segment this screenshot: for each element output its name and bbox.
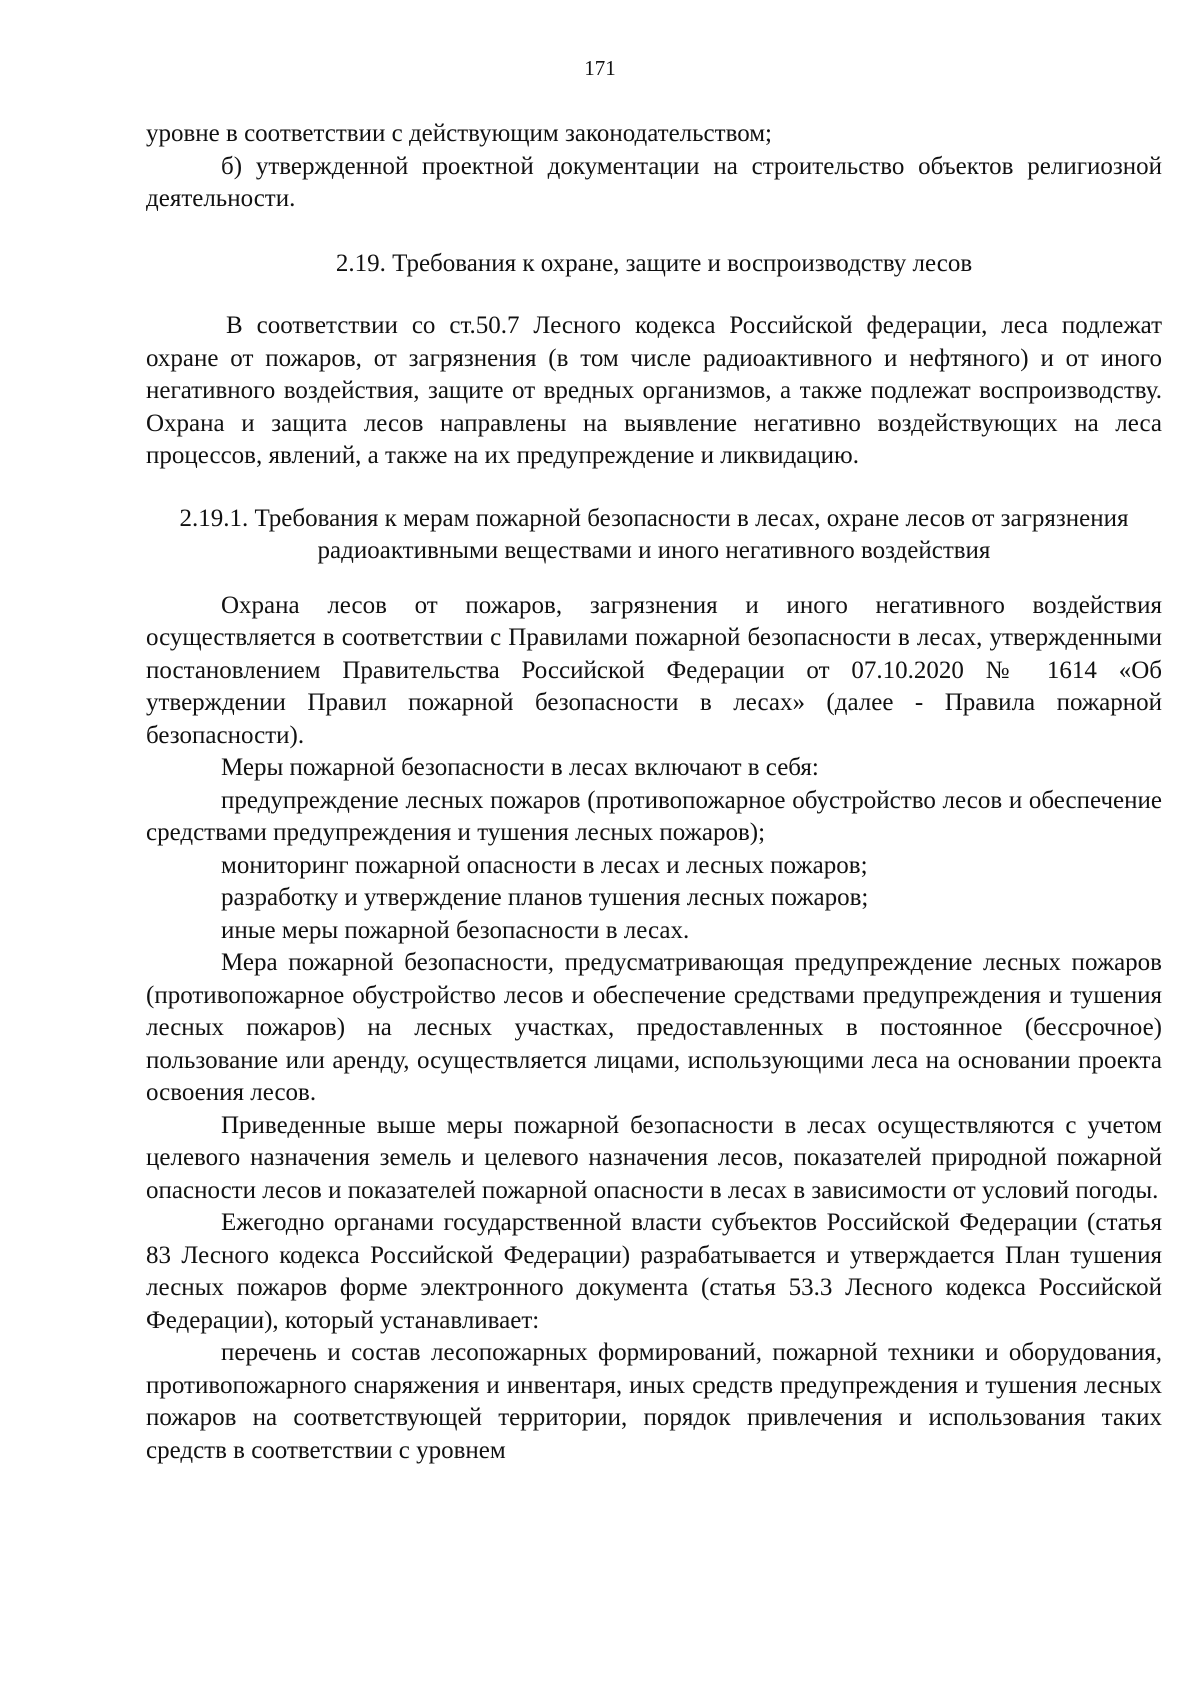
subsection-heading: 2.19.1. Требования к мерам пожарной безопасности в лесах, охране лесов от загрязнения радиоактивными веществами и иного негативного воздействия	[179, 504, 1129, 564]
paragraph: Мера пожарной безопасности, предусматривающая предупреждение лесных пожаров (противопожарное обустройство лесов и обеспечение средствами предупреждения и тушения лесных пожаров) на лесных участках, предоставленных в постоянное (бессрочное) пользование или аренду, осуществляется лицами, использующими леса на основании проекта освоения лесов.	[146, 949, 1162, 1106]
paragraph: б) утвержденной проектной документации на строительство объектов религиозной деятельности.	[146, 152, 1162, 212]
paragraph: Ежегодно органами государственной власти субъектов Российской Федерации (статья 83 Лесного кодекса Российской Федерации) разрабатывается и утверждается План тушения лесных пожаров форме электронного документа (статья 53.3 Лесного кодекса Российской Федерации), который устанавливает:	[146, 1209, 1162, 1334]
paragraph: Приведенные выше меры пожарной безопасности в лесах осуществляются с учетом целевого назначения земель и целевого назначения лесов, показателей природной пожарной опасности лесов и показателей пожарной опасности в лесах в зависимости от условий погоды.	[146, 1111, 1162, 1204]
spacer	[146, 473, 1162, 503]
list-item: мониторинг пожарной опасности в лесах и лесных пожаров;	[221, 851, 868, 879]
page-content	[146, 118, 1162, 1467]
paragraph: Меры пожарной безопасности в лесах включают в себя:	[221, 754, 819, 781]
paragraph: Охрана лесов от пожаров, загрязнения и иного негативного воздействия осуществляется в соответствии с Правилами пожарной безопасности в лесах, утвержденными постановлением Правительства Российской Федерации от 07.10.2020 № 1614 «Об утверждении Правил пожарной безопасности в лесах» (далее - Правила пожарной безопасности).	[146, 591, 1162, 749]
page-number: 171	[584, 56, 616, 80]
list-item: предупреждение лесных пожаров (противопожарное обустройство лесов и обеспечение средствами предупреждения и тушения лесных пожаров);	[146, 786, 1162, 846]
paragraph: уровне в соответствии с действующим законодательством;	[146, 120, 773, 147]
spacer	[146, 568, 1162, 590]
list-item: иные меры пожарной безопасности в лесах.	[221, 916, 690, 944]
spacer	[146, 280, 1162, 310]
paragraph: В соответствии со ст.50.7 Лесного кодекса Российской федерации, леса подлежат охране от пожаров, от загрязнения (в том числе радиоактивного и нефтяного) и от иного негативного воздействия, защите от вредных организмов, а также подлежат воспроизводству. Охрана и защита лесов направлены на выявление негативно воздействующих на леса процессов, явлений, а также на их предупреждение и ликвидацию.	[146, 312, 1162, 469]
list-item: разработку и утверждение планов тушения лесных пожаров;	[221, 884, 869, 911]
section-heading: 2.19. Требования к охране, защите и воспроизводству лесов	[335, 249, 973, 277]
spacer	[146, 216, 1162, 248]
paragraph: перечень и состав лесопожарных формирований, пожарной техники и оборудования, противопожарного снаряжения и инвентаря, иных средств предупреждения и тушения лесных пожаров на соответствующей территории, порядок привлечения и использования таких средств в соответствии с уровнем	[146, 1339, 1162, 1464]
